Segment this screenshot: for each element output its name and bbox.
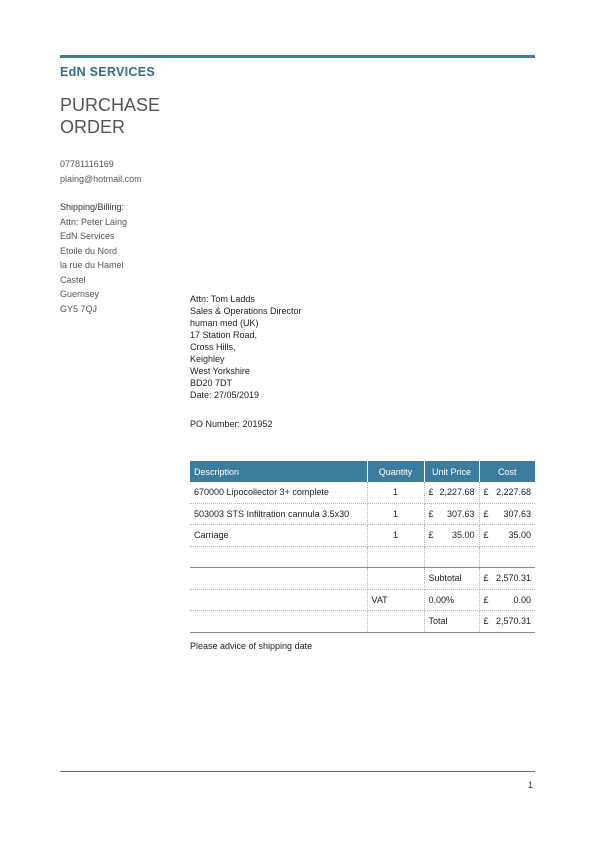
- currency-symbol: £: [428, 530, 434, 541]
- contact-phone: 07781116169: [60, 159, 114, 169]
- currency-symbol: £: [483, 594, 489, 605]
- item-description: Carriage: [190, 525, 367, 547]
- currency-symbol: £: [483, 573, 489, 584]
- header-quantity: Quantity: [367, 461, 424, 482]
- shipping-line: EdN Services: [60, 231, 115, 241]
- amount: 2,227.68: [439, 487, 475, 498]
- shipping-line: Castel: [60, 274, 86, 285]
- header-cost: Cost: [479, 461, 535, 482]
- vat-rate: 0.00%: [424, 589, 479, 611]
- recipient-line: West Yorkshire: [190, 366, 250, 376]
- page-number: 1: [527, 780, 533, 790]
- item-quantity: 1: [367, 525, 424, 547]
- table-row: [190, 482, 535, 503]
- item-description: 503003 STS Infiltration cannula 3.5x30: [190, 503, 367, 525]
- header-unit-price: Unit Price: [424, 461, 479, 482]
- amount: 2,227.68: [495, 487, 531, 498]
- currency-symbol: £: [483, 487, 489, 498]
- vat-row: [190, 589, 535, 611]
- header-rule: [60, 55, 535, 58]
- company-name: EdN SERVICES: [60, 65, 156, 79]
- item-unit-price: [424, 525, 479, 547]
- item-cost: [479, 525, 535, 547]
- shipping-line: GY5 7QJ: [60, 303, 98, 314]
- title-line-2: ORDER: [60, 117, 126, 137]
- amount: 2,570.31: [495, 616, 531, 627]
- table-header-row: [190, 461, 535, 482]
- shipping-line: Etoile du Nord: [60, 245, 118, 256]
- shipping-line: Guernsey: [60, 289, 100, 299]
- currency-symbol: £: [483, 616, 489, 627]
- recipient-line: 17 Station Road,: [190, 330, 258, 340]
- header-description: Description: [190, 461, 367, 482]
- shipping-address: [60, 200, 127, 316]
- currency-symbol: £: [428, 487, 434, 498]
- item-quantity: 1: [367, 482, 424, 503]
- order-date: Date: 27/05/2019: [190, 390, 260, 400]
- shipping-heading: Shipping/Billing:: [60, 202, 125, 212]
- item-unit-price: [424, 503, 479, 525]
- po-number: PO Number: 201952: [190, 419, 273, 429]
- item-quantity: 1: [367, 503, 424, 525]
- amount: 307.63: [503, 508, 531, 519]
- shipping-line: la rue du Hamel: [60, 260, 124, 270]
- recipient-line: Keighley: [190, 354, 225, 364]
- item-unit-price: [424, 482, 479, 503]
- shipping-note: Please advice of shipping date: [190, 641, 313, 651]
- vat-label: VAT: [367, 589, 424, 611]
- shipping-line: Attn: Peter Laing: [60, 216, 128, 227]
- table-row: [190, 503, 535, 525]
- table-row: [190, 525, 535, 547]
- item-description: 670000 Lipocollector 3+ complete: [190, 482, 367, 503]
- currency-symbol: £: [428, 508, 434, 519]
- subtotal-label: Subtotal: [424, 568, 479, 590]
- total-label: Total: [424, 611, 479, 633]
- line-items-table: [190, 461, 535, 633]
- recipient-line: human med (UK): [190, 318, 259, 328]
- amount: 2,570.31: [495, 573, 531, 584]
- amount: 35.00: [451, 530, 475, 541]
- amount: 35.00: [508, 530, 531, 541]
- vat-value: [479, 589, 535, 611]
- currency-symbol: £: [483, 530, 489, 541]
- recipient-line: Attn: Tom Ladds: [190, 294, 255, 304]
- total-row: [190, 611, 535, 633]
- footer-rule: [60, 771, 535, 772]
- subtotal-row: [190, 568, 535, 590]
- contact-block: [60, 157, 142, 187]
- currency-symbol: £: [483, 508, 489, 519]
- contact-email: plaing@hotmail.com: [60, 174, 142, 184]
- amount: 307.63: [446, 508, 475, 519]
- empty-row: [190, 546, 535, 568]
- item-cost: [479, 482, 535, 503]
- item-cost: [479, 503, 535, 525]
- amount: 0.00: [513, 594, 531, 605]
- recipient-line: BD20 7DT: [190, 378, 233, 388]
- recipient-line: Cross Hills,: [190, 342, 236, 352]
- subtotal-value: [479, 568, 535, 590]
- recipient-line: Sales & Operations Director: [190, 306, 302, 316]
- document-title: [60, 94, 220, 138]
- recipient-address: [190, 293, 302, 401]
- total-value: [479, 611, 535, 633]
- title-line-1: PURCHASE: [60, 95, 161, 115]
